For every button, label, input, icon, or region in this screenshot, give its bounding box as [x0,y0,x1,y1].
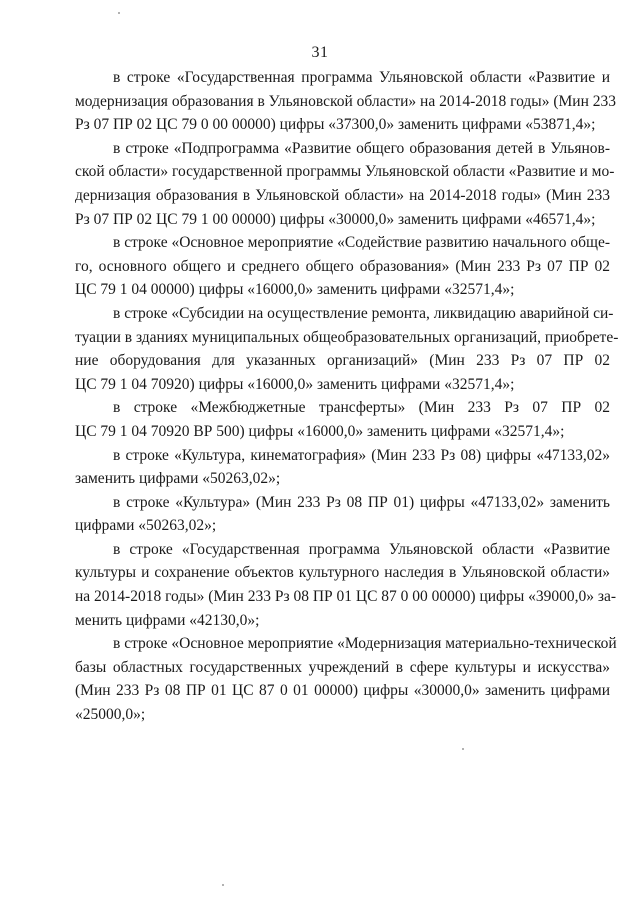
paragraph-line: в строке «Межбюджетные трансферты» (Мин 233 Рз 07 ПР 02 [113,399,610,417]
paragraph [75,302,619,396]
paragraph-line: цифрами «50263,02»; [75,517,217,535]
paragraph-line: в строке «Основное мероприятие «Модернизация материально-технической [113,635,617,653]
paragraph-line: в строке «Государственная программа Ульяновской области «Развитие [113,540,610,558]
paragraph-line: на 2014-2018 годы» (Мин 233 Рз 08 ПР 01 ЦС 87 0 00 00000) цифры «39000,0» за- [75,588,617,606]
paragraph-line: в строке «Государственная программа Ульяновской области «Развитие и [113,69,610,86]
paragraph-line: в строке «Культура, кинематография» (Мин 233 Рз 08) цифры «47133,02» [113,446,610,464]
document-body [75,66,619,727]
paragraph [75,538,617,632]
paragraph-line: ЦС 79 1 04 70920) цифры «16000,0» заменить цифрами «32571,4»; [75,375,515,393]
paragraph-line: заменить цифрами «50263,02»; [75,470,281,488]
paragraph-line: в строке «Субсидии на осуществление ремонта, ликвидацию аварийной си- [113,304,614,322]
paragraph-line: культуры и сохранение объектов культурного наследия в Ульяновской области» [75,564,610,582]
paragraph-line: Рз 07 ПР 02 ЦС 79 0 00 00000) цифры «37300,0» заменить цифрами «53871,4»; [75,116,596,134]
paragraph-line: дернизация образования в Ульяновской области» на 2014-2018 годы» (Мин 233 [75,186,610,204]
paragraph-line: туации в зданиях муниципальных общеобразовательных организаций, приобрете- [75,328,619,346]
paragraph-line: ской области» государственной программы Ульяновской области «Развитие и мо- [75,163,615,181]
paragraph [75,444,610,491]
paragraph [75,66,617,137]
paragraph-line: базы областных государственных учреждений в сфере культуры и искусства» [75,658,610,676]
paragraph-line: в строке «Культура» (Мин 233 Рз 08 ПР 01) цифры «47133,02» заменить [113,493,610,511]
page-number: 31 [311,44,329,61]
paragraph-line: в строке «Основное мероприятие «Содействие развитию начального обще- [113,234,610,252]
paragraph-line: ние оборудования для указанных организаций» (Мин 233 Рз 07 ПР 02 [75,352,610,370]
paragraph-line: (Мин 233 Рз 08 ПР 01 ЦС 87 0 01 00000) цифры «30000,0» заменить цифрами [75,682,610,700]
paragraph-line: менить цифрами «42130,0»; [75,611,260,629]
paragraph [75,632,617,726]
paragraph-line: ЦС 79 1 04 70920 ВР 500) цифры «16000,0» заменить цифрами «32571,4»; [75,422,565,440]
paragraph [75,491,610,538]
paragraph-line: го, основного общего и среднего общего образования» (Мин 233 Рз 07 ПР 02 [75,257,610,275]
paragraph [75,396,610,443]
paragraph [75,137,615,231]
paragraph-line: модернизация образования в Ульяновской области» на 2014-2018 годы» (Мин 233 [75,92,617,110]
paragraph-line: ЦС 79 1 04 00000) цифры «16000,0» заменить цифрами «32571,4»; [75,281,515,299]
paragraph-line: «25000,0»; [75,706,146,724]
paragraph-line: Рз 07 ПР 02 ЦС 79 1 00 00000) цифры «30000,0» заменить цифрами «46571,4»; [75,210,596,228]
paragraph-line: в строке «Подпрограмма «Развитие общего образования детей в Ульянов- [113,139,610,157]
paragraph [75,231,610,302]
